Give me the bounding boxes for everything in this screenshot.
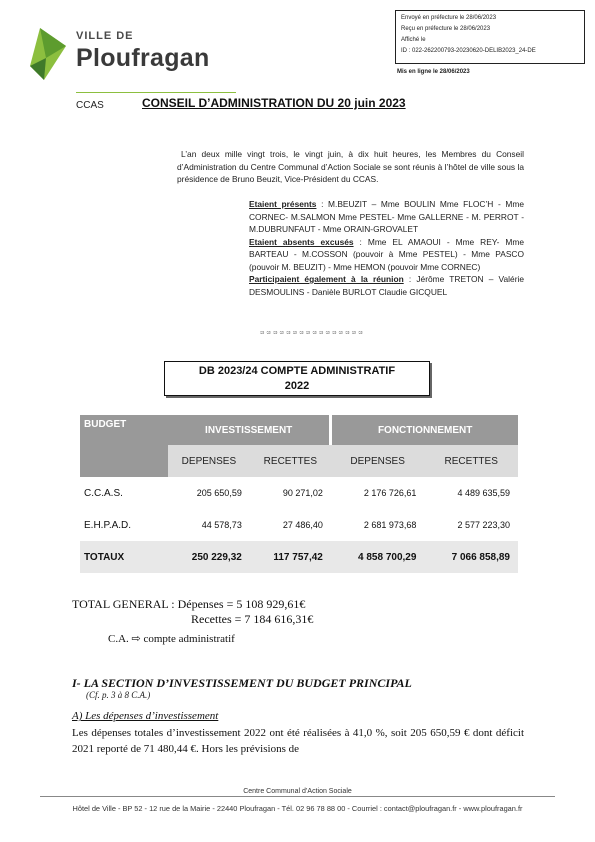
prefecture-posted: Affiché le (401, 37, 426, 43)
ccas-label: CCAS (76, 100, 104, 111)
prefecture-id: ID : 022-262200793-20230620-DELIB2023_24-DE (401, 48, 536, 54)
budget-header: BUDGET (80, 415, 168, 477)
db-title-line1: DB 2023/24 COMPTE ADMINISTRATIF (198, 365, 396, 377)
presents-text: : M.BEUZIT – Mme BOULIN Mme FLOC’H - Mme CORNEC- M.SALMON Mme PESTEL- Mme GALLERNE - M. PERROT - M.DUBRUNFAUT - Mme ORAIN-GROVALET (249, 199, 524, 234)
section-title: I- LA SECTION D’INVESTISSEMENT DU BUDGET PRINCIPAL (72, 676, 412, 690)
participants-text: : Jérôme TRETON – Valérie DESMOULINS - Danièle BURLOT Claudie GICQUEL (249, 274, 524, 297)
cell-inv-rec: 27 486,40 (250, 509, 331, 541)
total-inv-dep: 250 229,32 (168, 541, 250, 573)
footer-contact: Hôtel de Ville - BP 52 - 12 rue de la Mairie - 22440 Ploufragan - Tél. 02 96 78 88 00 - Courriel : contact@ploufragan.fr - www.ploufragan.fr (72, 804, 523, 813)
logo-underline (76, 92, 236, 93)
total-recettes: Recettes = 7 184 616,31€ (191, 612, 314, 626)
footer-organisation: Centre Communal d’Action Sociale (243, 788, 352, 795)
section-reference: (Cf. p. 3 à 8 C.A.) (86, 690, 151, 700)
db-title-line2: 2022 (284, 380, 310, 392)
logo-ville-de: VILLE DE (76, 30, 134, 42)
totals-label: TOTAUX (80, 541, 168, 573)
table-header-row (80, 415, 518, 445)
table-row (80, 509, 518, 541)
presents-line (249, 198, 524, 236)
cell-inv-dep: 44 578,73 (168, 509, 250, 541)
page-title: CONSEIL D’ADMINISTRATION DU 20 juin 2023 (142, 96, 406, 110)
prefecture-sent: Envoyé en préfecture le 28/06/2023 (401, 15, 497, 21)
investissement-header: INVESTISSEMENT (168, 415, 331, 445)
row-label: C.C.A.S. (80, 477, 168, 509)
decorative-separator: ශ ශ ශ ශ ශ ශ ශ ශ ශ ශ ශ ශ ශ ශ ශ ශ (260, 330, 363, 336)
prefecture-online: Mis en ligne le 28/06/2023 (397, 69, 470, 75)
total-inv-rec: 117 757,42 (250, 541, 331, 573)
totals-row (80, 541, 518, 573)
footer-divider (40, 796, 555, 797)
cell-fon-dep: 2 176 726,61 (331, 477, 425, 509)
participants-label: Participaient également à la réunion (249, 274, 404, 284)
absents-line (249, 236, 524, 274)
total-general: TOTAL GENERAL : Dépenses = 5 108 929,61€ (72, 597, 306, 611)
inv-depenses-header: DEPENSES (168, 445, 250, 477)
prefecture-received: Reçu en préfecture le 28/06/2023 (401, 26, 491, 32)
presents-label: Etaient présents (249, 199, 317, 209)
table-row (80, 477, 518, 509)
fon-depenses-header: DEPENSES (331, 445, 425, 477)
cell-fon-rec: 2 577 223,30 (424, 509, 518, 541)
cell-fon-dep: 2 681 973,68 (331, 509, 425, 541)
total-fon-dep: 4 858 700,29 (331, 541, 425, 573)
cell-fon-rec: 4 489 635,59 (424, 477, 518, 509)
cell-inv-dep: 205 650,59 (168, 477, 250, 509)
attendance-block (249, 198, 524, 298)
absents-text: : Mme EL AMAOUI - Mme REY- Mme BARTEAU - M.COSSON (pouvoir à Mme PESTEL) - Mme PASCO (pouvoir M. BEUZIT) - Mme HEMON (pouvoir Mme CORNEC) (249, 236, 524, 272)
inv-recettes-header: RECETTES (250, 445, 331, 477)
absents-label: Etaient absents excusés (249, 236, 354, 247)
budget-table (80, 415, 518, 573)
prefecture-stamp (395, 10, 585, 64)
intro-paragraph: L’an deux mille vingt trois, le vingt juin, à dix huit heures, les Membres du Conseil d’Administration du Centre Communal d’Action Sociale se sont réunis à l’hôtel de ville sous la présidence de Bruno Beuzit, Vice-Président du CCAS. (177, 149, 524, 184)
ca-definition: C.A. ⇨ compte administratif (108, 633, 235, 645)
participants-line (249, 273, 524, 298)
cell-inv-rec: 90 271,02 (250, 477, 331, 509)
total-fon-rec: 7 066 858,89 (424, 541, 518, 573)
ploufragan-logo-icon (30, 28, 66, 80)
body-paragraph: Les dépenses totales d’investissement 2022 ont été réalisées à 41,0 %, soit 205 650,59 € dont déficit 2021 reporté de 71 480,44 €. Hors les prévisions de (72, 727, 524, 755)
fonctionnement-header: FONCTIONNEMENT (331, 415, 518, 445)
subsection-title: A) Les dépenses d’investissement (72, 710, 219, 722)
logo-ploufragan: Ploufragan (76, 44, 210, 72)
row-label: E.H.P.A.D. (80, 509, 168, 541)
fon-recettes-header: RECETTES (424, 445, 518, 477)
db-title-box (164, 361, 430, 396)
